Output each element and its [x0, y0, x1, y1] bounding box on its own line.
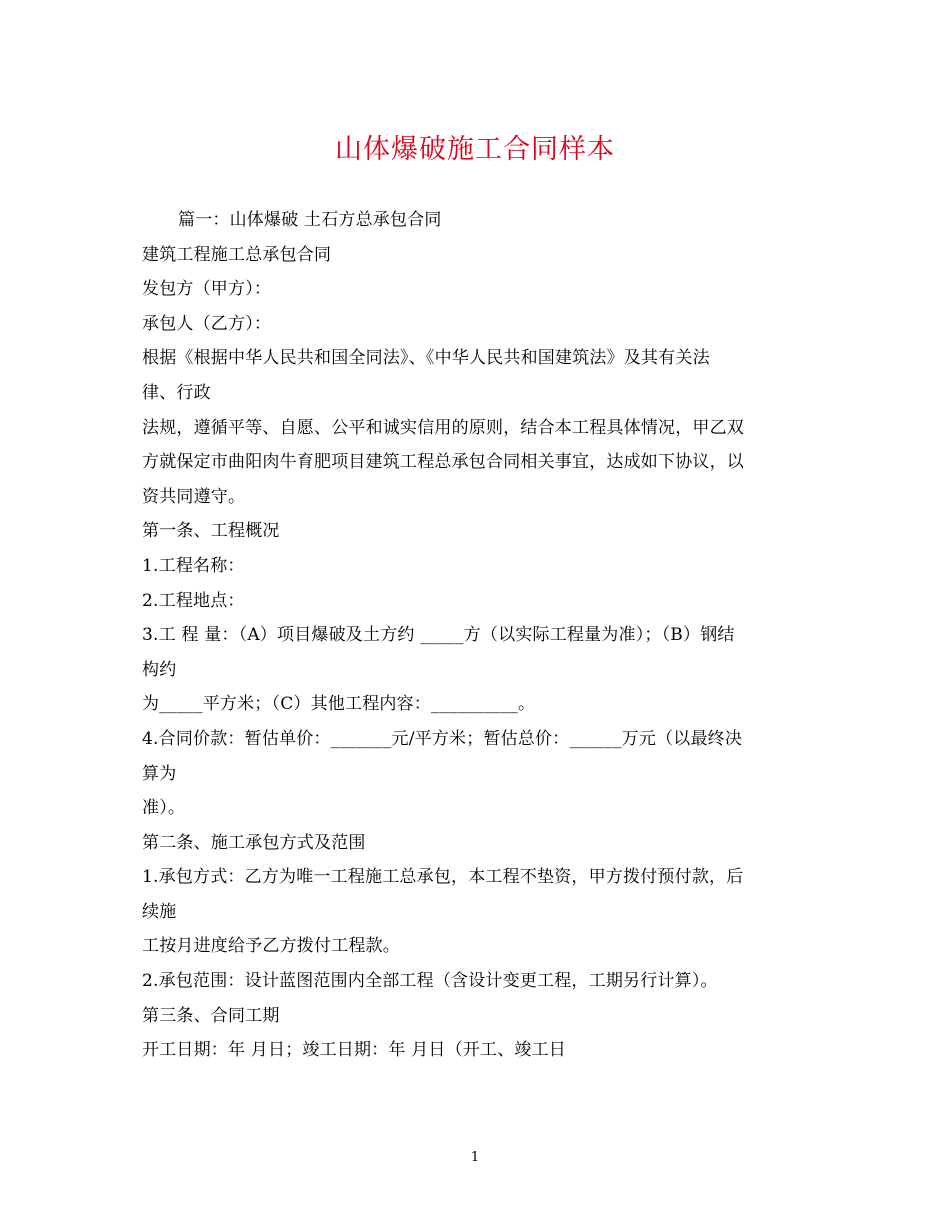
text-line: 算为 [142, 763, 177, 784]
text-line: 2.工程地点： [142, 590, 245, 611]
text-line: 4.合同价款：暂估单价：_______元/平方米；暂估总价：______万元（以最终决 [142, 728, 743, 749]
page-number: 1 [470, 1150, 480, 1165]
text-line: 根据《根据中华人民共和国全同法》、《中华人民共和国建筑法》及其有关法 [142, 348, 710, 369]
document-body [142, 203, 812, 1068]
text-line: 2.承包范围：设计蓝图范围内全部工程（含设计变更工程，工期另行计算）。 [142, 971, 718, 992]
text-line: 建筑工程施工总承包合同 [142, 244, 332, 265]
text-line: 续施 [142, 901, 177, 922]
text-line: 3.工 程 量：（A）项目爆破及土方约 _____方（以实际工程量为准）；（B）钢结 [142, 625, 735, 646]
section-heading: 第三条、合同工期 [142, 1005, 280, 1026]
text-line: 篇一：山体爆破 土石方总承包合同 [178, 210, 442, 230]
text-line: 构约 [142, 659, 177, 680]
section-heading: 第一条、工程概况 [142, 521, 280, 542]
section-heading: 第二条、施工承包方式及范围 [142, 832, 366, 853]
text-line: 1.承包方式：乙方为唯一工程施工总承包，本工程不垫资，甲方拨付预付款，后 [142, 867, 744, 888]
text-line: 1.工程名称： [142, 555, 245, 576]
text-line: 资共同遵守。 [142, 486, 246, 507]
text-line: 发包方（甲方）： [142, 279, 272, 300]
text-line: 承包人（乙方）： [142, 313, 272, 334]
text-line: 开工日期：年 月日；竣工日期：年 月日（开工、竣工日 [142, 1040, 567, 1061]
text-line: 律、行政 [142, 382, 211, 403]
text-line: 为_____平方米；（C）其他工程内容：__________。 [142, 694, 536, 715]
text-line: 准）。 [142, 798, 186, 819]
document-title: 山体爆破施工合同样本 [335, 134, 615, 165]
text-line: 方就保定市曲阳肉牛育肥项目建筑工程总承包合同相关事宜，达成如下协议，以 [142, 452, 744, 473]
text-line: 工按月进度给予乙方拨付工程款。 [142, 936, 400, 957]
text-line: 法规，遵循平等、自愿、公平和诚实信用的原则，结合本工程具体情况，甲乙双 [142, 417, 744, 438]
